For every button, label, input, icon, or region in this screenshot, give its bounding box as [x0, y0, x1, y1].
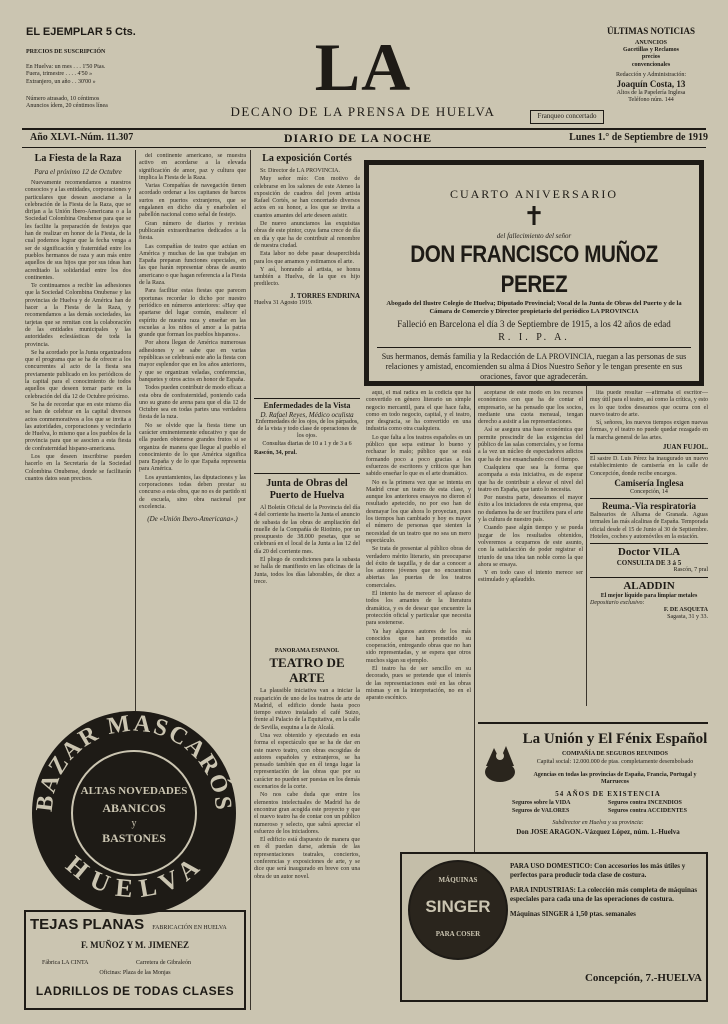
masthead-rule-bottom: [22, 147, 706, 148]
bazar-line4: BASTONES: [102, 831, 166, 845]
col2-signature: (De «Unión Ibero-Americana».): [147, 515, 238, 524]
address-label: Joaquín Costa, 13: [616, 79, 686, 90]
tejas-factory: Fábrica LA CINTA: [42, 960, 89, 966]
reuma-title: Reuma.-Via respiratoria: [602, 501, 696, 512]
tejas-title: TEJAS PLANAS: [30, 916, 145, 933]
paragraph: Nuevamente recomendamos a nuestros consocios y a las entidades, corporaciones y particulares que desean asociarse a la celebración de la Fiesta de la Raza, que se dirijan a la Unión Ibero-Americana o a la Sociedad Colombina Onubense para que se les facilite la preparación de festejos que han de realizar en honor de la Fiesta, de la cual podemos lograr que la fecha venga a ser de significación y fraternidad entre los pueblos hermanos de raza y aun más entre aquellos de sus hijos que por sus ideas han acreditado la solidaridad entre los dos continentes.: [25, 180, 131, 281]
header-left-box: [26, 26, 136, 122]
union-branches: Agencias en todas las provincias de España, Francia, Portugal y Marruecos: [533, 772, 697, 786]
paragraph: El intento ha de merecer el aplauso de todos los amantes de la literatura dramática, y es de desear que encuentre la protección oficial y particular que necesita para sostenerse.: [366, 591, 471, 627]
paragraph: Para facilitar estas fiestas que parecen oportunas recordar lo dicho por nuestro periódico en números anteriores: «Hay que apartarse del lugar común, enaltecer el espíritu de nuestra raza y enseñar en las escuelas a los niños el amor a la patria grande que forman los pueblos hispanos».: [139, 288, 246, 339]
tejas-office: Oficinas: Plaza de las Monjas: [99, 970, 171, 976]
masthead-subtitle: DECANO DE LA PRENSA DE HUELVA: [230, 104, 496, 119]
obituary-name: DON FRANCISCO MUÑOZ PEREZ: [410, 241, 658, 298]
price-label: EL EJEMPLAR 5 Cts.: [26, 26, 136, 38]
vista-address: Rascón, 34, pral.: [254, 449, 297, 456]
diario-label: DIARIO DE LA NOCHE: [283, 131, 433, 145]
address-note: Altos de la Papelería Inglesa: [616, 90, 686, 97]
paragraph: Las compañías de teatro que actúan en América y muchas de las que trabajan en España preparan funciones especiales, en las que harán representar obras de asunto americano o que hagan referencia a la Fiesta de la Raza.: [139, 243, 246, 287]
col3-article: [254, 153, 360, 393]
paragraph: Esta labor no debe pasar desapercibida para los que amamos y estimamos el arte.: [254, 251, 360, 265]
junta-title: Junta de Obras del Puerto de Huelva: [266, 478, 348, 501]
col4-article: [366, 390, 471, 856]
paragraph: Al Boletín Oficial de la Provincia del día 4 del corriente ha inserto la Junta el anuncio de subasta de las obras de ampliación del muelle de la Compañía de Riotinto, por un presupuesto de 38.000 pesetas, que se celebrará en el local de la Junta a las 12 del día 20 del corriente mes.: [254, 505, 360, 555]
ultimas-noticias: ÚLTIMAS NOTICIAS: [607, 26, 695, 36]
camiseria-title: Camisería Inglesa: [614, 477, 684, 488]
col5-body: [478, 390, 583, 585]
subscription-title: PRECIOS DE SUSCRIPCIÓN: [26, 49, 106, 55]
tejas-road: Carretera de Gibraleón: [136, 960, 191, 966]
singer-badge: [408, 860, 508, 960]
paragraph: Te continuamos a recibir las adhesiones que la Sociedad Colombina Onubense y las provincias de Huelva y de América han de hacer a la Fiesta de la Raza, y recomendamos a las demás sociedades, las tarjetas que se remitan con la colaboración de las entidades municipales y las autoridades eclesiásticas de toda la provincia.: [25, 283, 131, 348]
obituary-titles: Abogado del Ilustre Colegio de Huelva; Diputado Provincial; Vocal de la Junta de Obras del Puerto y de la Cámara de Comercio y Director propietario del periódico LA PROVINCIA: [386, 300, 682, 315]
union-left1: Seguros sobre la VIDA: [512, 800, 571, 806]
paragraph: El teatro ha de ser sencillo en su decorado, pues se pretende que el interés de las representaciones esté en las obras mismas y en la interpretación, no en el aparato escénico.: [366, 665, 471, 702]
vista-line: Consultas diarias de 10 a 1 y de 3 a 6: [262, 440, 352, 447]
paragraph: No es la primera vez que se intenta en Madrid crear un teatro de esta clase, y aunque los anteriores ensayos no dieron el resultado apetecido, no por eso han de desmayar los que ahora lo proyectan, pues los tiempos han cambiado y hoy es mayor el número de personas que sienten la necesidad de un teatro que no sea un mero espectáculo.: [366, 479, 471, 544]
paragraph: Los ayuntamientos, las diputaciones y las corporaciones todas deben prestar su concurso a esta obra, que no es de partido ni de escuela, sino obra nacional por excelencia.: [139, 474, 246, 510]
cross-icon: ✝: [523, 202, 545, 231]
issue-date: Lunes 1.° de Septiembre de 1919: [569, 132, 708, 143]
masthead-title: LA: [314, 29, 412, 105]
col1-title: La Fiesta de la Raza: [34, 153, 122, 164]
redaccion-label: Redacción y Administración:: [616, 71, 686, 78]
subscription-line: Extranjero, un año . . 30'00 »: [26, 78, 96, 85]
singer-line: PARA INDUSTRIAS: La colección más completa de máquinas especiales para cada una de las operaciones de costura.: [510, 886, 698, 903]
camiseria-addr: Concepción, 14: [630, 488, 668, 495]
obituary-intro: del fallecimiento del señor: [496, 232, 572, 240]
doctor-text: CONSULTA DE 3 á 5: [616, 559, 682, 568]
paragraph: Se ha de recordar que en este mismo día se han de celebrar en la capital diversos actos conmemorativos a los que se invita a las autoridades, corporaciones y vecindario de Huelva, lo mismo que a los pueblos de la provincia para que se asocien a esta fiesta de confraternidad hispano-americana.: [25, 401, 131, 452]
bazar-arc-top: BAZAR MASCARÓS: [31, 710, 237, 813]
paragraph: aquí, el mal radica en la codicia que ha convertido en género literario un simple negocio mercantil, para el que hace falta, como en todo negocio, capital, y el teatro, por desgracia, se ha convertido en una industria como otra cualquiera.: [366, 390, 471, 433]
teatro-article: [254, 648, 360, 1018]
obituary-family: Sus hermanos, demás familia y la Redacción de LA PROVINCIA, ruegan a las personas de sus relaciones y amistad, encomienden su alma á Dios Nuestro Señor y le tengan presente en sus oraciones, favor que agradecerán.: [381, 352, 687, 381]
subscription-lines: [26, 64, 136, 86]
doctor-addr: Rascón, 7 pral: [673, 567, 708, 574]
ultimas-line: precios: [641, 54, 661, 61]
union-capital: Capital social: 12.000.000 de ptas. completamente desembolsado: [536, 759, 694, 765]
union-title: La Unión y El Fénix Español: [522, 731, 708, 747]
singer-badge-brand: SINGER: [425, 897, 491, 916]
col4-body: [366, 390, 471, 702]
reuma-text: Balnearios de Alhama de Granada. Aguas termales las más alcalinas de España. Temporada oficial desde el 15 de Junio al 30 de Septiembre. Hoteles, coches y automóviles en la estación.: [590, 512, 708, 541]
aladdin-sub: El mejor líquido para limpiar metales: [600, 592, 698, 599]
teatro-title: TEATRO DE ARTE: [269, 655, 345, 686]
col6-column: [590, 390, 708, 712]
col1-body: [25, 180, 131, 483]
cortes-body: [254, 168, 360, 289]
paragraph: El edificio está dispuesto de manera que en él puedan darse, además de las representaciones teatrales, conciertos, conferencias y exposiciones de arte, y se dice que será inaugurado en breve con una obra de un autor novel.: [254, 837, 360, 880]
paragraph: Una vez obtenido y ejecutado en esta forma el espectáculo que se ha de dar en este nuevo teatro, con obras escogidas de autores españoles y extranjeros, se ha pensado también que en él tenga lugar la representación de las obras que por su carácter no pueden ser puestas en los demás escenarios de la corte.: [254, 732, 360, 791]
paragraph: Los que deseen inscribirse pueden hacerlo en la Secretaría de la Sociedad Colombina Onubense, donde se facilitarán cuantos datos sean precisos.: [25, 453, 131, 482]
paragraph: Por nuestra parte, deseamos el mayor éxito a los iniciadores de esta empresa, que no dudamos ha de ser fructífera para el arte y la cultura de nuestro país.: [478, 495, 583, 524]
paragraph: Lo que falta a los teatros españoles es un público que sepa estimar lo bueno y rechazar lo malo; público que se está formando poco a poco gracias a los esfuerzos de escritores y críticos que han sabido enseñar lo que es el arte dramático.: [366, 434, 471, 478]
obituary-rip: R. I. P. A.: [498, 332, 570, 343]
col-rule-4: [474, 386, 475, 876]
col6-body: [590, 390, 708, 442]
col5-article: [478, 390, 583, 720]
ads-line: Número atrasado, 10 céntimos: [26, 95, 100, 102]
paragraph: Sr. Director de LA PROVINCIA.: [260, 168, 340, 174]
singer-lines: [510, 862, 702, 925]
paragraph: Por ahora llegan de América numerosas adhesiones y se sabe que en varias repúblicas se celebrará este año la fiesta con mayor esplendor que en los años anteriores, y que se organizan veladas, conferencias, banquetes y otros actos en honor de España.: [139, 340, 246, 383]
paragraph: Se trata de presentar al público obras de verdadero mérito literario, sin preocuparse del éxito de taquilla, y de dar a conocer a los autores jóvenes que no encuentran abiertas las puertas de los teatros comerciales.: [366, 546, 471, 589]
paragraph: El pliego de condiciones para la subasta se halla de manifiesto en las oficinas de la Junta, todos los días laborables, de diez a trece.: [254, 557, 360, 585]
paragraph: Sí, señores, los nuevos tiempos exigen nuevas formas, y el teatro no puede quedar rezagado en la marcha general de las artes.: [590, 420, 708, 441]
junta-article: [254, 478, 360, 638]
issue-number: Año XLVI.-Núm. 11.307: [30, 132, 134, 143]
union-left2: Seguros de VALORES: [512, 808, 570, 814]
paragraph: del continente americano, se muestra activo en acordarse a la elevada significación de amor, paz y cultura que implica la Fiesta de la Raza.: [139, 153, 246, 181]
tejas-footer: LADRILLOS DE TODAS CLASES: [35, 984, 235, 998]
col6-signature: JUAN FUJOL.: [662, 443, 708, 452]
aladdin-name: F. DE ASQUETA: [663, 606, 708, 613]
paragraph: Se ha acordado por la Junta organizadora que el programa que se ha de ofrecer a los concurrentes al acto de la fiesta sea previamente publicado en los periódicos de la capital para el conocimiento de todos aquellos que deseen tomar parte en la celebración del día 12 de Octubre próximo.: [25, 349, 131, 400]
col1-lede: Para el próximo 12 de Octubre: [34, 168, 122, 176]
singer-badge-top: MÁQUINAS: [438, 876, 478, 884]
tejas-ad: [24, 910, 246, 1010]
header-right-box: [592, 26, 710, 122]
telefono-label: Teléfono núm. 144: [628, 97, 674, 104]
cortes-place: Huelva 31 Agosto 1919.: [254, 299, 313, 306]
paragraph: Todos pueden contribuir de modo eficaz a esta obra de confraternidad, poniendo cada uno su grano de arena para que el día 12 de Octubre sea en todas partes una verdadera fiesta de la raza.: [139, 385, 246, 421]
union-company: COMPAÑÍA DE SEGUROS REUNIDOS: [561, 751, 669, 757]
aladdin-addr: Sagasta, 31 y 33.: [667, 614, 708, 621]
paragraph: Muy señor mío: Con motivo de celebrarse en los salones de este Ateneo la exposición de cuadros del joven artista Rafael Cortés, se han concertado diversos actos en su honor, a los que se invita a cuantos amantes del arte deseen asistir.: [254, 176, 360, 219]
tejas-fab: FABRICACIÓN EN HUELVA: [152, 925, 227, 931]
junta-body: [254, 505, 360, 586]
bazar-line3: y: [131, 818, 137, 829]
teatro-kicker: PANORAMA ESPAÑOL: [274, 648, 340, 654]
vista-ad: [254, 398, 360, 474]
phoenix-emblem-icon: [480, 742, 520, 786]
paragraph: Gran número de diarios y revistas publicarán extraordinarios dedicados a la fiesta.: [139, 220, 246, 242]
ads-lines: [26, 96, 136, 110]
franqueo-box: Franqueo concertado: [530, 110, 604, 124]
paragraph: La plausible iniciativa van a iniciar la reaparición de uno de los teatros de arte de Madrid, el edificio donde hasta poco tiempo estuvo instalado el café Suizo, frente al Palacio de la Equitativa, en la calle de Sevilla, esquina a la de Alcalá.: [254, 688, 360, 731]
masthead-rule-top: [22, 128, 706, 130]
obituary-notice: [364, 160, 704, 386]
singer-line: Máquinas SINGER á 1,50 ptas. semanales: [510, 910, 636, 918]
paragraph: No nos cabe duda que entre los elementos intelectuales de Madrid ha de encontrar gran acogida este proyecto y que el nuevo teatro ha de contar con un público numeroso y selecto, que sabrá apreciar el esfuerzo de los iniciadores.: [254, 792, 360, 835]
teatro-body: [254, 688, 360, 881]
ultimas-line: convencionales: [631, 61, 671, 68]
subscription-line: En Huelva: un mes . . . 1'50 Ptas.: [26, 64, 106, 71]
paragraph: aceptarse de este modo en los recursos económicos con que ha de contar el empresario, se ha pensado que los socios, mediante una cuota mensual, tengan derecho a asistir a las representaciones.: [478, 390, 583, 426]
vista-line: Enfermedades de los ojos, de los párpados, de la vista y todo clase de operaciones de los ojos.: [255, 419, 359, 440]
union-right2: Seguros contra ACCIDENTES: [608, 808, 687, 814]
bazar-mascaros-ad: [24, 708, 244, 918]
vista-doctor: D. Rafael Reyes, Médico oculista: [260, 411, 354, 419]
singer-address: Concepción, 7.-HUELVA: [584, 972, 702, 984]
paragraph: No se olvide que la fiesta tiene un carácter eminentemente educativo y que de ella pueden obtenerse grandes frutos si se organiza de manera que llegue al pueblo el conocimiento de lo que América significa para España y de lo que España representa para América.: [139, 422, 246, 473]
obituary-died: Falleció en Barcelona el día 3 de Septiembre de 1915, a los 42 años de edad: [397, 319, 671, 329]
ultimas-line: Gacetillas y Reclamos: [623, 47, 679, 54]
bazar-line1: ALTAS NOVEDADES: [80, 785, 188, 797]
cortes-title: La exposición Cortés: [262, 153, 352, 164]
paragraph: Y en todo caso el intento merece ser estimulado y aplaudido.: [478, 570, 583, 584]
ultimas-line: ANUNCIOS: [634, 40, 667, 46]
aladdin-depot: Depositario exclusivo:: [590, 599, 645, 606]
vista-title: Enfermedades de la Vista: [263, 401, 351, 410]
paragraph: De nuevo anunciamos las exquisitas obras de este pintor, cuya fama crece de día en día y que ha de contribuir al renombre de nuestra ciudad.: [254, 221, 360, 249]
paragraph: Y así, honrando al artista, se honra también a Huelva, de la que es hijo predilecto.: [254, 266, 360, 288]
singer-line: PARA USO DOMESTICO: Con accesorios los más útiles y perfectos para producir toda clase de costura.: [510, 862, 686, 879]
singer-ad: [400, 852, 708, 1002]
aladdin-title: ALADDIN: [623, 579, 675, 592]
ads-line: Anuncios ídem, 20 céntimos línea: [26, 103, 108, 110]
col-rule-2: [250, 150, 251, 1010]
paragraph: Así se asegura una base económica que permite prescindir de las exigencias del público de las salas comerciales, y se forma a la vez un núcleo de espectadores adictos que ha de irse ensanchando con el tiempo.: [478, 427, 583, 463]
paragraph: Cualquiera que sea la forma que acompaña a esta iniciativa, es de esperar que ha de contribuir a elevar el nivel del teatro en España, que tanto lo necesita.: [478, 464, 583, 493]
bazar-arc-bottom-text: HUELVA: [60, 849, 208, 904]
camiseria-text: El sastre D. Luis Pérez ha inaugurado un nuevo establecimiento de camisería en la calle de Concepción, donde recibe encargos.: [590, 456, 708, 477]
paragraph: Ya hay algunos autores de los más conocidos que han prometido su cooperación, entregando obras que no han sido representadas, y se espera que otros muchos sigan su ejemplo.: [366, 628, 471, 664]
obituary-header: CUARTO ANIVERSARIO: [449, 187, 619, 201]
paragraph: lita puede resultar —afirmaba el escritor— muy útil para el teatro, así como la crítica, y esto es lo que todos deseamos que ocurra con el nuevo teatro de arte.: [590, 390, 708, 418]
doctor-title: Doctor VILA: [617, 546, 681, 559]
union-right1: Seguros contra INCENDIOS: [608, 800, 682, 806]
vista-lines: [254, 419, 360, 448]
union-delegate: Subdirector en Huelva y su provincia:: [552, 820, 644, 826]
paragraph: Varias Compañías de navegación tienen acordado ordenar a los capitanes de barcos surtos en puertos extranjeros, que se engalanen en dicho día y enarbolen el pabellón nacional como señal de festejo.: [139, 183, 246, 219]
union-years: 54 AÑOS DE EXISTENCIA: [555, 790, 661, 798]
singer-badge-bottom: PARA COSER: [435, 930, 481, 938]
union-delegate-name: Don JOSE ARAGON.-Vázquez López, núm. 1.-Huelva: [516, 828, 680, 836]
cortes-signature: J. TORRES ENDRINA: [290, 291, 360, 300]
tejas-owner: F. MUÑOZ Y M. JIMENEZ: [81, 940, 189, 950]
ultimas-lines: [592, 40, 710, 69]
subscription-line: Fuera, trimestre . . . . 4'50 »: [26, 71, 93, 78]
paragraph: Cuando pase algún tiempo y se pueda juzgar de los resultados obtenidos, volveremos a ocuparnos de este asunto, con la satisfacción de poder registrar el triunfo de una idea tan noble como la que ahora se ensaya.: [478, 525, 583, 568]
union-fenix-ad: [478, 722, 708, 852]
col-rule-5: [586, 386, 587, 706]
bazar-line2: ABANICOS: [102, 801, 166, 815]
col2-body: [139, 153, 246, 511]
